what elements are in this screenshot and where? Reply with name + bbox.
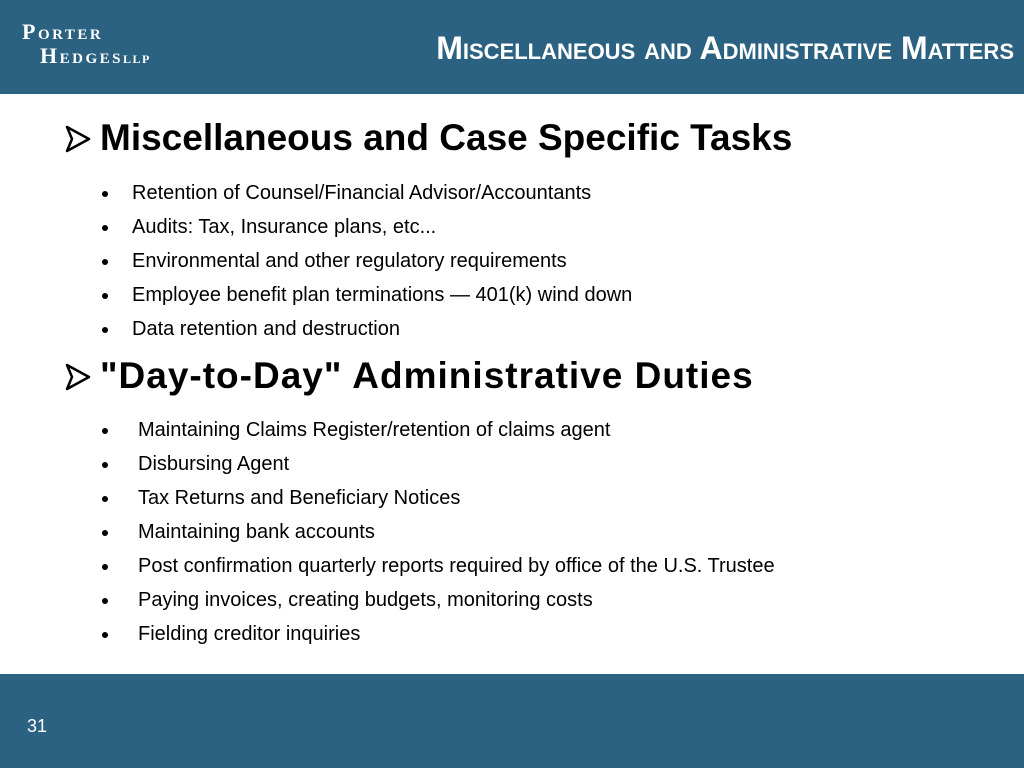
bullet-dot-icon (102, 259, 108, 265)
footer-bar (0, 674, 1024, 768)
list-item-text: Paying invoices, creating budgets, monitoring costs (138, 589, 593, 611)
bullet-dot-icon (102, 530, 108, 536)
bullet-dot-icon (102, 428, 108, 434)
list-item-text: Tax Returns and Beneficiary Notices (138, 487, 461, 509)
bullet-dot-icon (102, 225, 108, 231)
logo-line-1: Porter (22, 19, 104, 44)
list-item-text: Fielding creditor inquiries (138, 623, 361, 645)
logo-line-2 (22, 44, 151, 71)
logo-hedges: Hedges (40, 43, 123, 68)
logo-llp: LLP (122, 52, 151, 66)
list-item-text: Maintaining bank accounts (138, 521, 375, 543)
bullet-dot-icon (102, 327, 108, 333)
list-item-text: Data retention and destruction (132, 318, 400, 340)
section-heading-2 (64, 355, 754, 397)
list-item-text: Disbursing Agent (138, 453, 290, 475)
list-item-text: Retention of Counsel/Financial Advisor/Accountants (132, 182, 592, 204)
section-heading-1 (64, 117, 792, 159)
arrow-right-icon (64, 355, 100, 397)
list-item-text: Post confirmation quarterly reports required by office of the U.S. Trustee (138, 555, 775, 577)
section-heading-1-text: Miscellaneous and Case Specific Tasks (100, 117, 793, 158)
list-item-text: Employee benefit plan terminations — 401(k) wind down (132, 284, 633, 306)
list-item-text: Environmental and other regulatory requirements (132, 250, 567, 272)
bullet-dot-icon (102, 564, 108, 570)
porter-hedges-logo (22, 20, 151, 71)
header-bar (0, 0, 1024, 94)
bullet-dot-icon (102, 496, 108, 502)
arrow-right-icon (64, 117, 100, 159)
bullet-dot-icon (102, 462, 108, 468)
bullet-dot-icon (102, 293, 108, 299)
bullet-dot-icon (102, 632, 108, 638)
bullet-dot-icon (102, 598, 108, 604)
page-number: 31 (27, 716, 48, 736)
section-heading-2-text: "Day-to-Day" Administrative Duties (100, 355, 754, 396)
list-item-text: Audits: Tax, Insurance plans, etc... (132, 216, 437, 238)
bullet-dot-icon (102, 191, 108, 197)
list-item-text: Maintaining Claims Register/retention of claims agent (138, 419, 611, 441)
slide-title: Miscellaneous and Administrative Matters (436, 30, 1014, 66)
